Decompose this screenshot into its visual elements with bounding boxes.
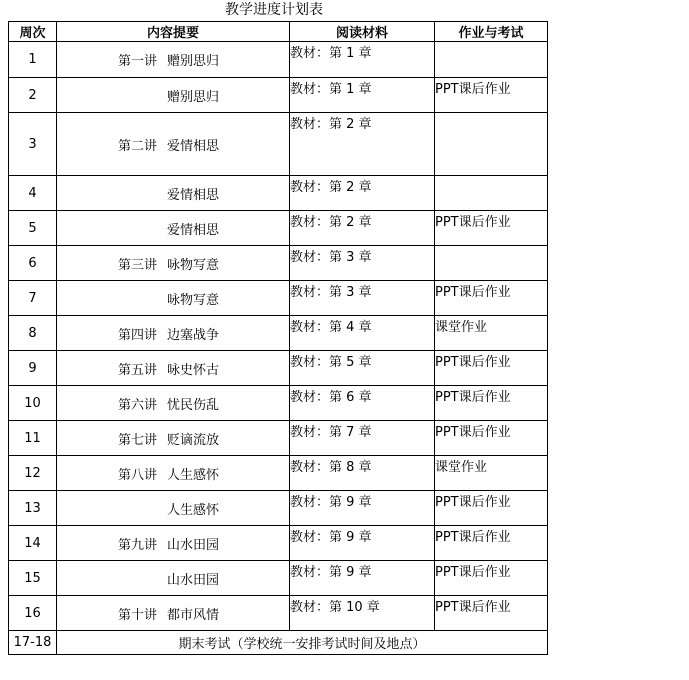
- week-cell: 5: [9, 211, 57, 246]
- exam-row: [9, 631, 548, 655]
- week-cell: 10: [9, 386, 57, 421]
- reading-cell: 教材：第 9 章: [290, 491, 435, 526]
- table-row: [9, 421, 548, 456]
- table-row: [9, 246, 548, 281]
- table-row: [9, 316, 548, 351]
- week-cell: 13: [9, 491, 57, 526]
- topic-label: 人生感怀: [167, 467, 220, 483]
- table-row: [9, 42, 548, 78]
- topic-label: 爱情相思: [167, 187, 220, 203]
- table-row: [9, 596, 548, 631]
- topic-label: 咏物写意: [167, 292, 220, 308]
- topic-label: 贬谪流放: [167, 432, 220, 448]
- reading-cell: 教材：第 6 章: [290, 386, 435, 421]
- reading-cell: 教材：第 9 章: [290, 561, 435, 596]
- lecture-label: 第四讲: [118, 327, 158, 343]
- homework-cell: [435, 113, 548, 176]
- content-cell: [57, 246, 290, 281]
- topic-label: 山水田园: [167, 572, 220, 588]
- content-cell: [57, 491, 290, 526]
- reading-cell: 教材：第 3 章: [290, 281, 435, 316]
- lecture-label: 第五讲: [118, 362, 158, 378]
- table-row: [9, 281, 548, 316]
- week-cell: 4: [9, 176, 57, 211]
- week-cell: 15: [9, 561, 57, 596]
- reading-cell: 教材：第 3 章: [290, 246, 435, 281]
- header-content: 内容提要: [57, 22, 290, 42]
- lecture-label: 第二讲: [118, 138, 158, 154]
- content-cell: [57, 281, 290, 316]
- topic-label: 都市风情: [167, 607, 220, 623]
- lecture-label: 第九讲: [118, 537, 158, 553]
- homework-cell: PPT课后作业: [435, 211, 548, 246]
- page-title: 教学进度计划表: [225, 2, 323, 18]
- homework-cell: PPT课后作业: [435, 596, 548, 631]
- week-cell: 2: [9, 78, 57, 113]
- table-row: [9, 113, 548, 176]
- week-cell: 6: [9, 246, 57, 281]
- reading-cell: 教材：第 5 章: [290, 351, 435, 386]
- table-row: [9, 491, 548, 526]
- header-homework: 作业与考试: [435, 22, 548, 42]
- reading-cell: 教材：第 2 章: [290, 211, 435, 246]
- topic-label: 赠别思归: [167, 54, 220, 69]
- week-cell: 1: [9, 42, 57, 78]
- content-cell: [57, 596, 290, 631]
- week-cell: 11: [9, 421, 57, 456]
- topic-label: 咏物写意: [167, 257, 220, 273]
- topic-label: 人生感怀: [167, 502, 220, 518]
- table-row: [9, 526, 548, 561]
- reading-cell: 教材：第 2 章: [290, 176, 435, 211]
- content-cell: [57, 211, 290, 246]
- table-row: [9, 78, 548, 113]
- table-row: [9, 176, 548, 211]
- content-cell: [57, 316, 290, 351]
- topic-label: 边塞战争: [167, 327, 220, 343]
- table-row: [9, 456, 548, 491]
- content-cell: [57, 421, 290, 456]
- week-cell: 16: [9, 596, 57, 631]
- homework-cell: PPT课后作业: [435, 526, 548, 561]
- week-cell: 7: [9, 281, 57, 316]
- exam-cell: 期末考试（学校统一安排考试时间及地点）: [57, 631, 548, 655]
- week-cell: 8: [9, 316, 57, 351]
- homework-cell: PPT课后作业: [435, 491, 548, 526]
- reading-cell: 教材：第 8 章: [290, 456, 435, 491]
- content-cell: [57, 561, 290, 596]
- table-row: [9, 351, 548, 386]
- lecture-label: 第八讲: [118, 467, 158, 483]
- table-row: [9, 386, 548, 421]
- reading-cell: 教材：第 7 章: [290, 421, 435, 456]
- content-cell: [57, 113, 290, 176]
- topic-label: 咏史怀古: [167, 362, 220, 378]
- header-reading: 阅读材料: [290, 22, 435, 42]
- content-cell: [57, 386, 290, 421]
- content-cell: [57, 456, 290, 491]
- content-cell: [57, 42, 290, 78]
- week-cell: 17-18: [9, 631, 57, 655]
- topic-label: 山水田园: [167, 537, 220, 553]
- table-row: [9, 561, 548, 596]
- week-cell: 9: [9, 351, 57, 386]
- topic-label: 赠别思归: [167, 89, 220, 105]
- lecture-label: 第七讲: [118, 432, 158, 448]
- header-week: 周次: [9, 22, 57, 42]
- lecture-label: 第六讲: [118, 397, 158, 413]
- reading-cell: 教材：第 9 章: [290, 526, 435, 561]
- reading-cell: 教材：第 4 章: [290, 316, 435, 351]
- topic-label: 爱情相思: [167, 138, 220, 154]
- lecture-label: 第一讲: [118, 54, 158, 69]
- table-row: [9, 211, 548, 246]
- header-row: [9, 22, 548, 42]
- homework-cell: PPT课后作业: [435, 561, 548, 596]
- content-cell: [57, 351, 290, 386]
- homework-cell: [435, 42, 548, 78]
- week-cell: 14: [9, 526, 57, 561]
- content-cell: [57, 176, 290, 211]
- schedule-table: [8, 21, 548, 655]
- homework-cell: PPT课后作业: [435, 78, 548, 113]
- homework-cell: PPT课后作业: [435, 281, 548, 316]
- homework-cell: 课堂作业: [435, 456, 548, 491]
- homework-cell: PPT课后作业: [435, 421, 548, 456]
- topic-label: 爱情相思: [167, 222, 220, 238]
- topic-label: 忧民伤乱: [167, 397, 220, 413]
- reading-cell: 教材：第 10 章: [290, 596, 435, 631]
- week-cell: 3: [9, 113, 57, 176]
- week-cell: 12: [9, 456, 57, 491]
- reading-cell: 教材：第 1 章: [290, 42, 435, 78]
- homework-cell: PPT课后作业: [435, 351, 548, 386]
- reading-cell: 教材：第 1 章: [290, 78, 435, 113]
- homework-cell: [435, 246, 548, 281]
- lecture-label: 第十讲: [118, 607, 158, 623]
- lecture-label: 第三讲: [118, 257, 158, 273]
- reading-cell: 教材：第 2 章: [290, 113, 435, 176]
- homework-cell: [435, 176, 548, 211]
- homework-cell: PPT课后作业: [435, 386, 548, 421]
- content-cell: [57, 526, 290, 561]
- homework-cell: 课堂作业: [435, 316, 548, 351]
- content-cell: [57, 78, 290, 113]
